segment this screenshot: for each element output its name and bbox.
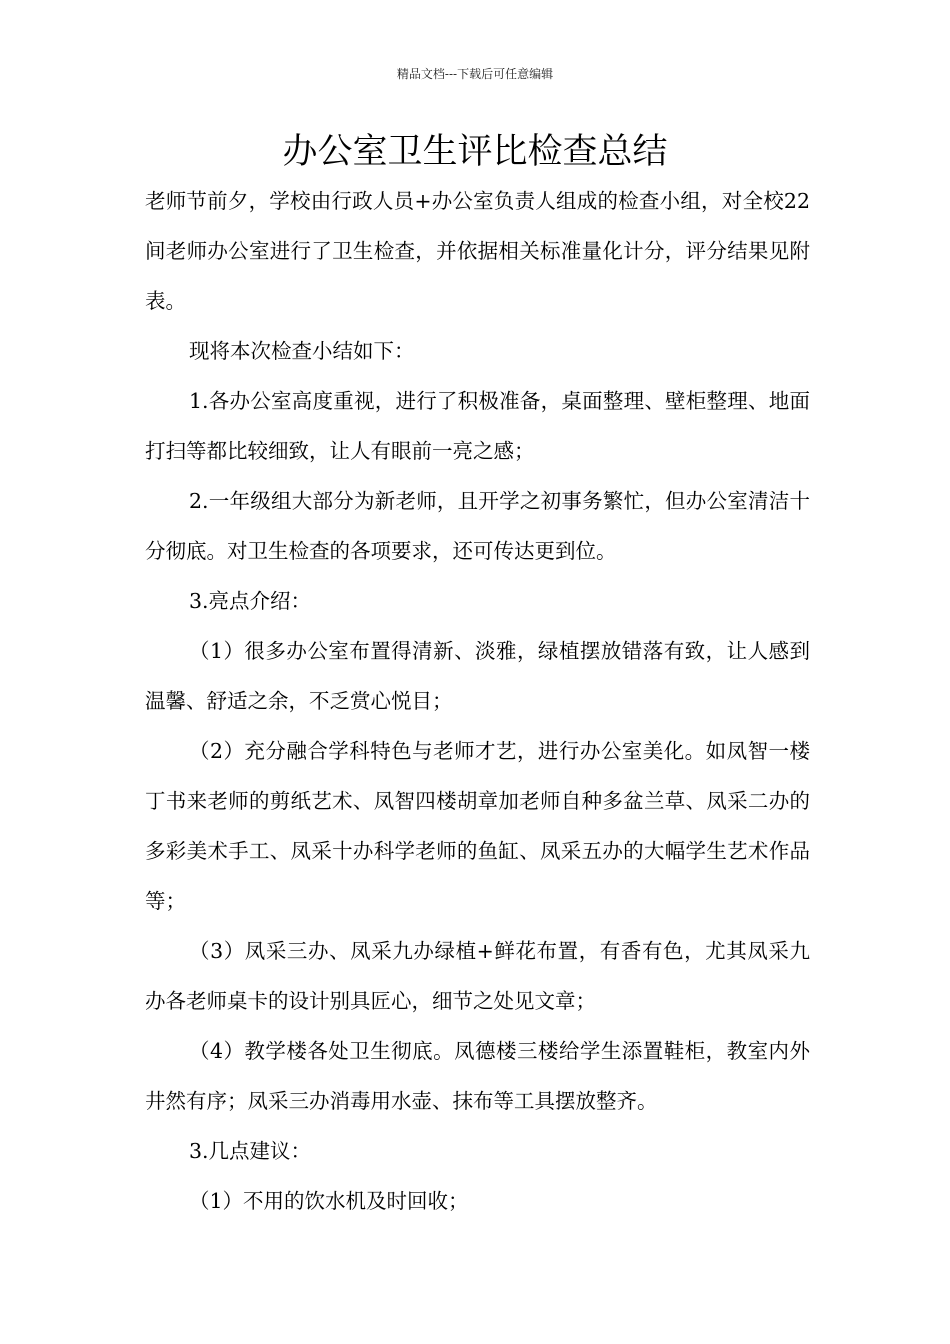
- paragraph-highlight-3: （3）凤采三办、凤采九办绿植+鲜花布置，有香有色，尤其凤采九办各老师桌卡的设计别具匠心，细节之处见文章；: [145, 939, 810, 1013]
- paragraph-intro: 老师节前夕，学校由行政人员+办公室负责人组成的检查小组，对全校22间老师办公室进行了卫生检查，并依据相关标准量化计分，评分结果见附表。: [145, 189, 810, 313]
- paragraph-highlights-heading: 3.亮点介绍：: [189, 589, 312, 613]
- paragraph-suggestion-1: （1）不用的饮水机及时回收；: [189, 1189, 469, 1213]
- paragraph-highlight-1: （1）很多办公室布置得清新、淡雅，绿植摆放错落有致，让人感到温馨、舒适之余，不乏赏心悦目；: [145, 639, 810, 713]
- document-body: [145, 176, 810, 1226]
- paragraph-summary-heading: 现将本次检查小结如下：: [189, 339, 415, 363]
- paragraph-point-1: 1.各办公室高度重视，进行了积极准备，桌面整理、壁柜整理、地面打扫等都比较细致，让人有眼前一亮之感；: [145, 389, 810, 463]
- paragraph-suggestions-heading: 3.几点建议：: [189, 1139, 312, 1163]
- paragraph-highlight-4: （4）教学楼各处卫生彻底。凤德楼三楼给学生添置鞋柜，教室内外井然有序；凤采三办消毒用水壶、抹布等工具摆放整齐。: [145, 1039, 810, 1113]
- paragraph-highlight-2: （2）充分融合学科特色与老师才艺，进行办公室美化。如凤智一楼丁书来老师的剪纸艺术、凤智四楼胡章加老师自种多盆兰草、凤采二办的多彩美术手工、凤采十办科学老师的鱼缸、凤采五办的大幅学生艺术作品等；: [145, 739, 810, 913]
- document-title: 办公室卫生评比检查总结: [282, 132, 668, 172]
- header-note: 精品文档---下载后可任意编辑: [396, 67, 554, 81]
- paragraph-point-2: 2.一年级组大部分为新老师，且开学之初事务繁忙，但办公室清洁十分彻底。对卫生检查的各项要求，还可传达更到位。: [145, 489, 810, 563]
